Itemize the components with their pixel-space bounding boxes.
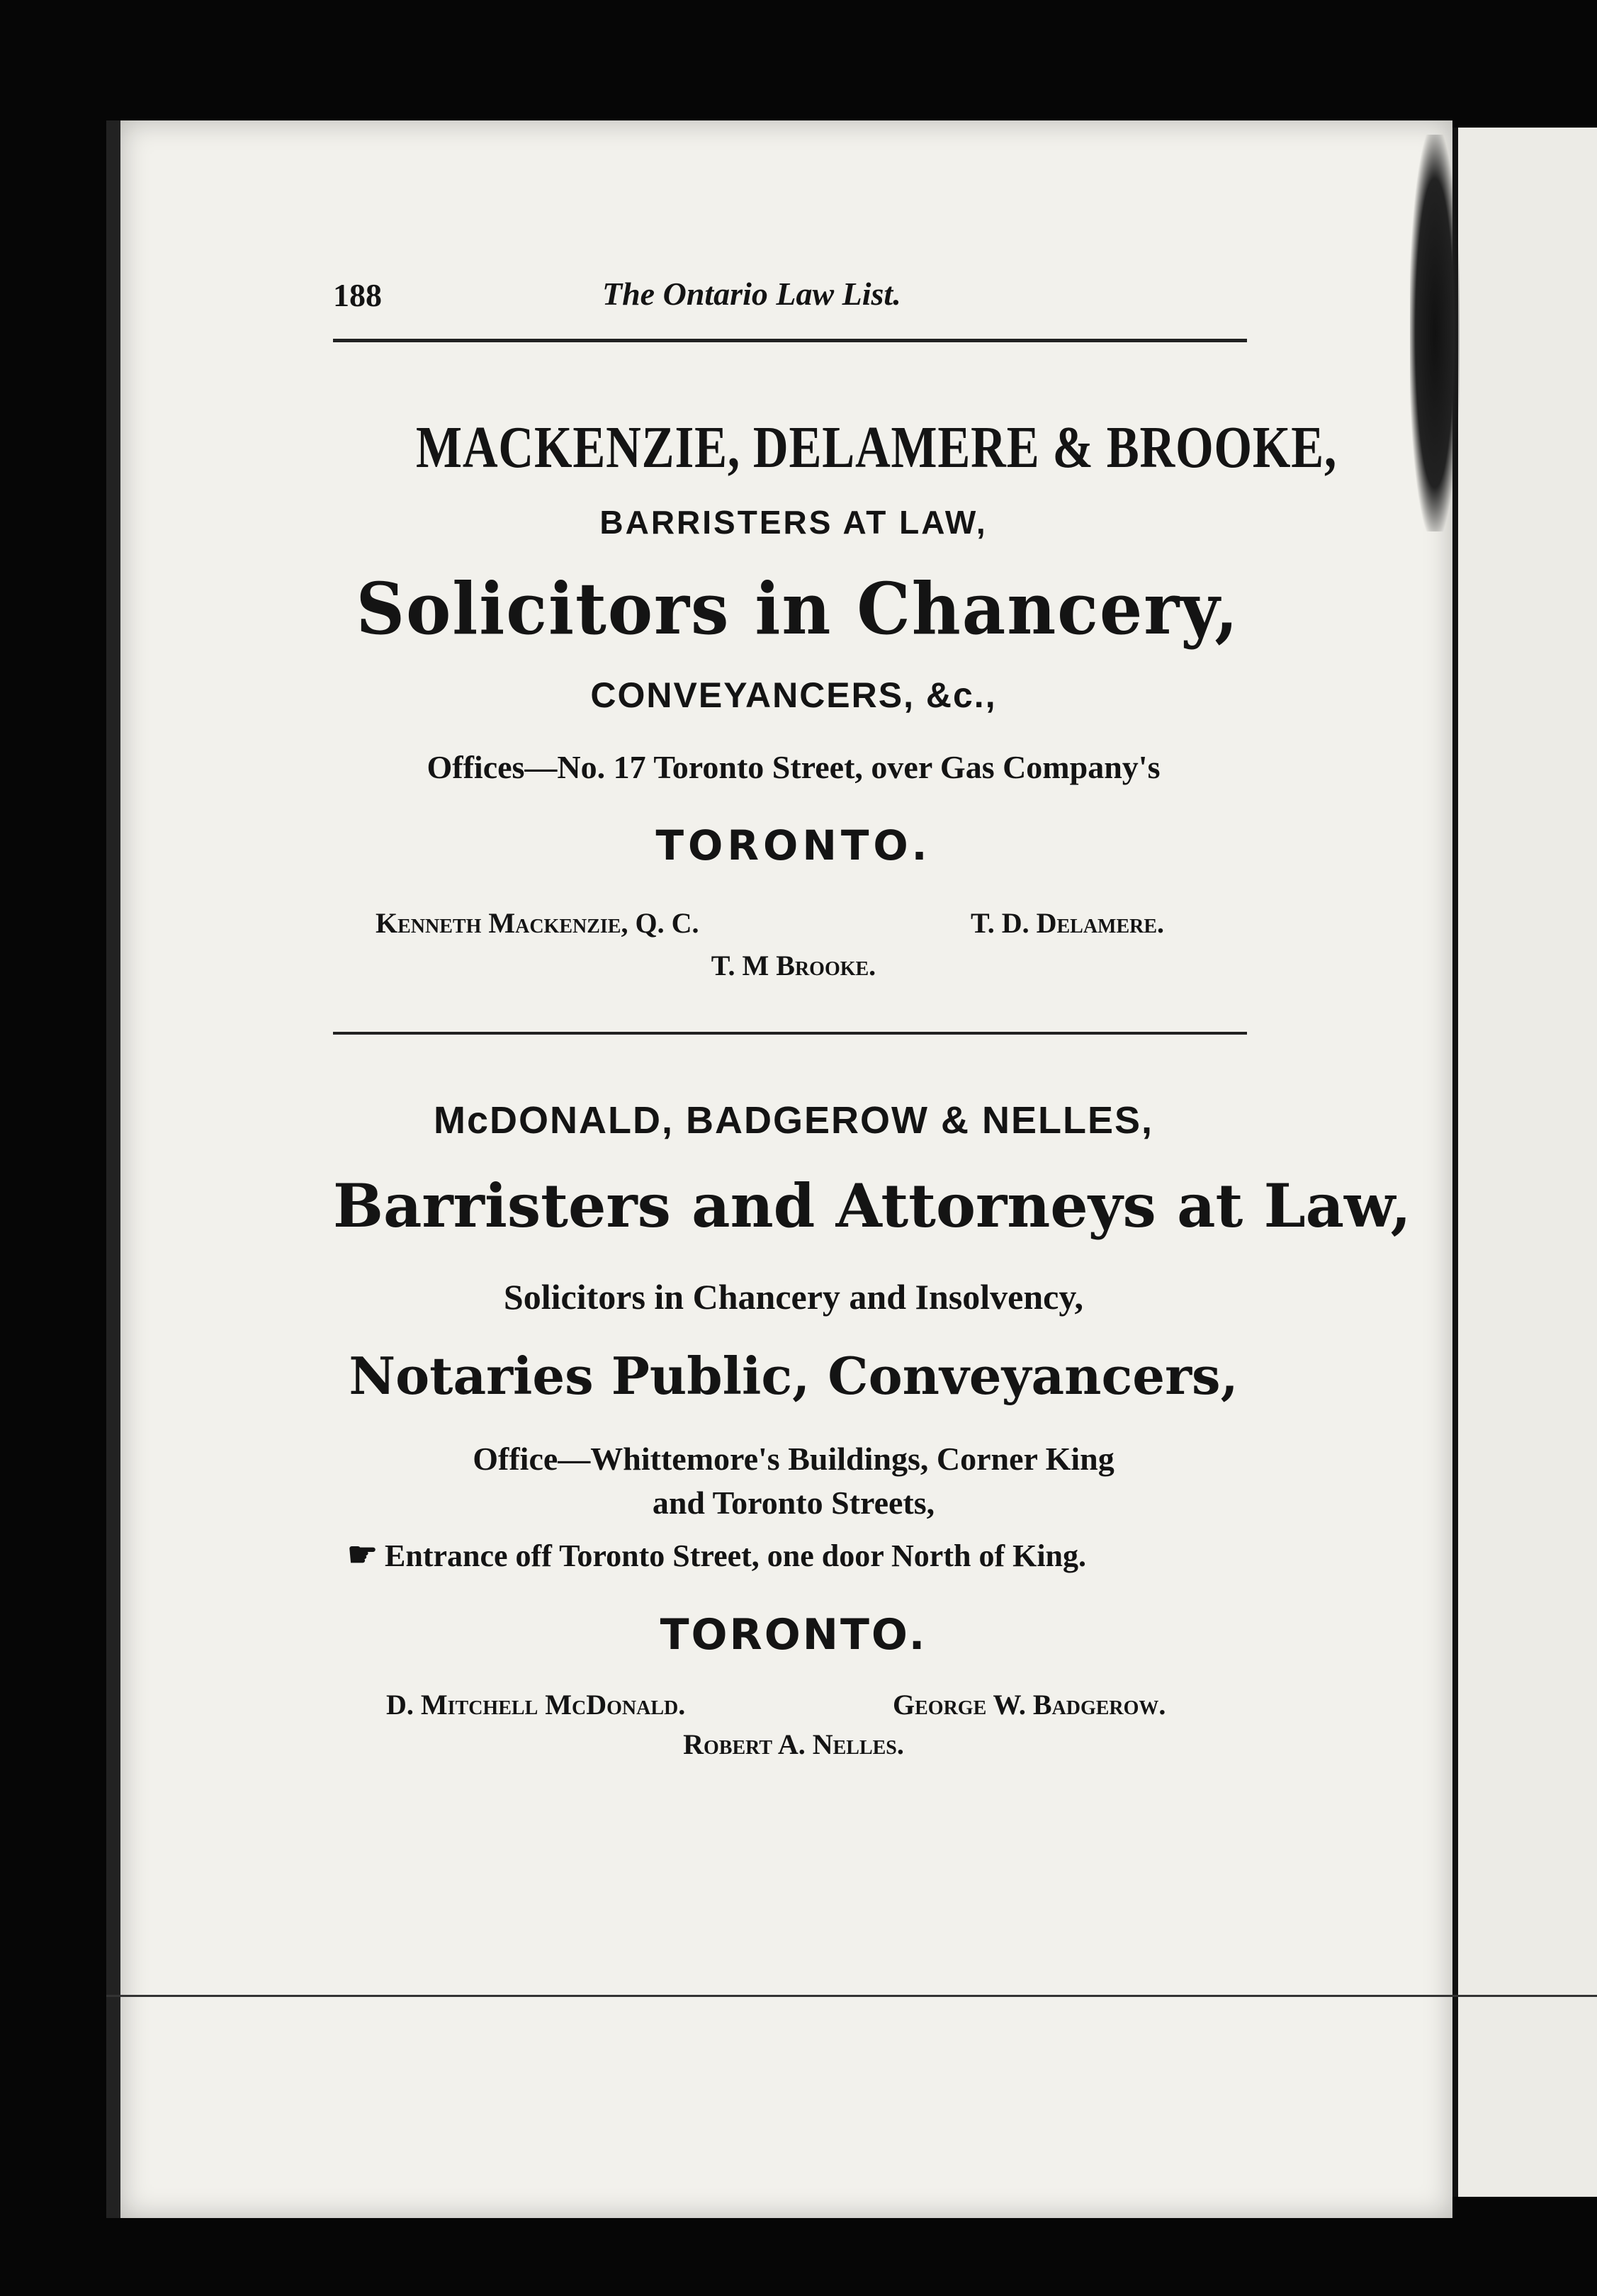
page-number: 188	[333, 277, 382, 313]
header-rule	[333, 339, 1247, 342]
pointing-hand-icon: ☛	[347, 1536, 378, 1574]
advert-mackenzie	[333, 413, 1338, 982]
firm-blackletter-line: Notaries Public, Conveyancers,	[349, 1346, 1238, 1406]
partner-name: Robert A. Nelles.	[683, 1728, 904, 1760]
partner-name: T. M Brooke.	[711, 950, 876, 981]
adjacent-page	[1445, 128, 1597, 2197]
firm-title-line: BARRISTERS AT LAW,	[599, 504, 988, 541]
partner-names	[333, 906, 1254, 949]
firm-name: McDONALD, BADGEROW & NELLES,	[433, 1099, 1153, 1142]
section-rule	[333, 1032, 1247, 1035]
firm-blackletter-line: Barristers and Attorneys at Law,	[333, 1171, 1411, 1241]
scan-artifact-line	[106, 1995, 1597, 1997]
firm-city: TORONTO.	[655, 821, 932, 870]
partner-names	[333, 1688, 1254, 1728]
partner-name: T. D. Delamere.	[971, 907, 1165, 939]
address-line: Office—Whittemore's Buildings, Corner King	[473, 1441, 1114, 1477]
page-header	[333, 262, 1254, 326]
firm-blackletter-line: Solicitors in Chancery,	[356, 567, 1240, 651]
running-title: The Ontario Law List.	[602, 276, 901, 312]
firm-name: MACKENZIE, DELAMERE & BROOKE,	[416, 415, 1338, 480]
firm-services-line: Solicitors in Chancery and Insolvency,	[503, 1277, 1084, 1317]
page-content	[333, 262, 1411, 1761]
partner-name: Kenneth Mackenzie, Q. C.	[376, 907, 699, 939]
entrance-text: Entrance off Toronto Street, one door North of King.	[385, 1538, 1087, 1573]
advert-mcdonald	[333, 1098, 1411, 1761]
partner-name: D. Mitchell McDonald.	[386, 1689, 686, 1721]
firm-address	[333, 1437, 1254, 1525]
firm-services-line: CONVEYANCERS, &c.,	[590, 675, 997, 715]
entrance-note	[333, 1535, 1254, 1575]
address-line: and Toronto Streets,	[652, 1485, 935, 1521]
partner-name: George W. Badgerow.	[893, 1689, 1166, 1721]
firm-address: Offices—No. 17 Toronto Street, over Gas Company's	[427, 749, 1161, 785]
ink-blot	[1410, 135, 1460, 531]
firm-city: TORONTO.	[660, 1610, 927, 1660]
